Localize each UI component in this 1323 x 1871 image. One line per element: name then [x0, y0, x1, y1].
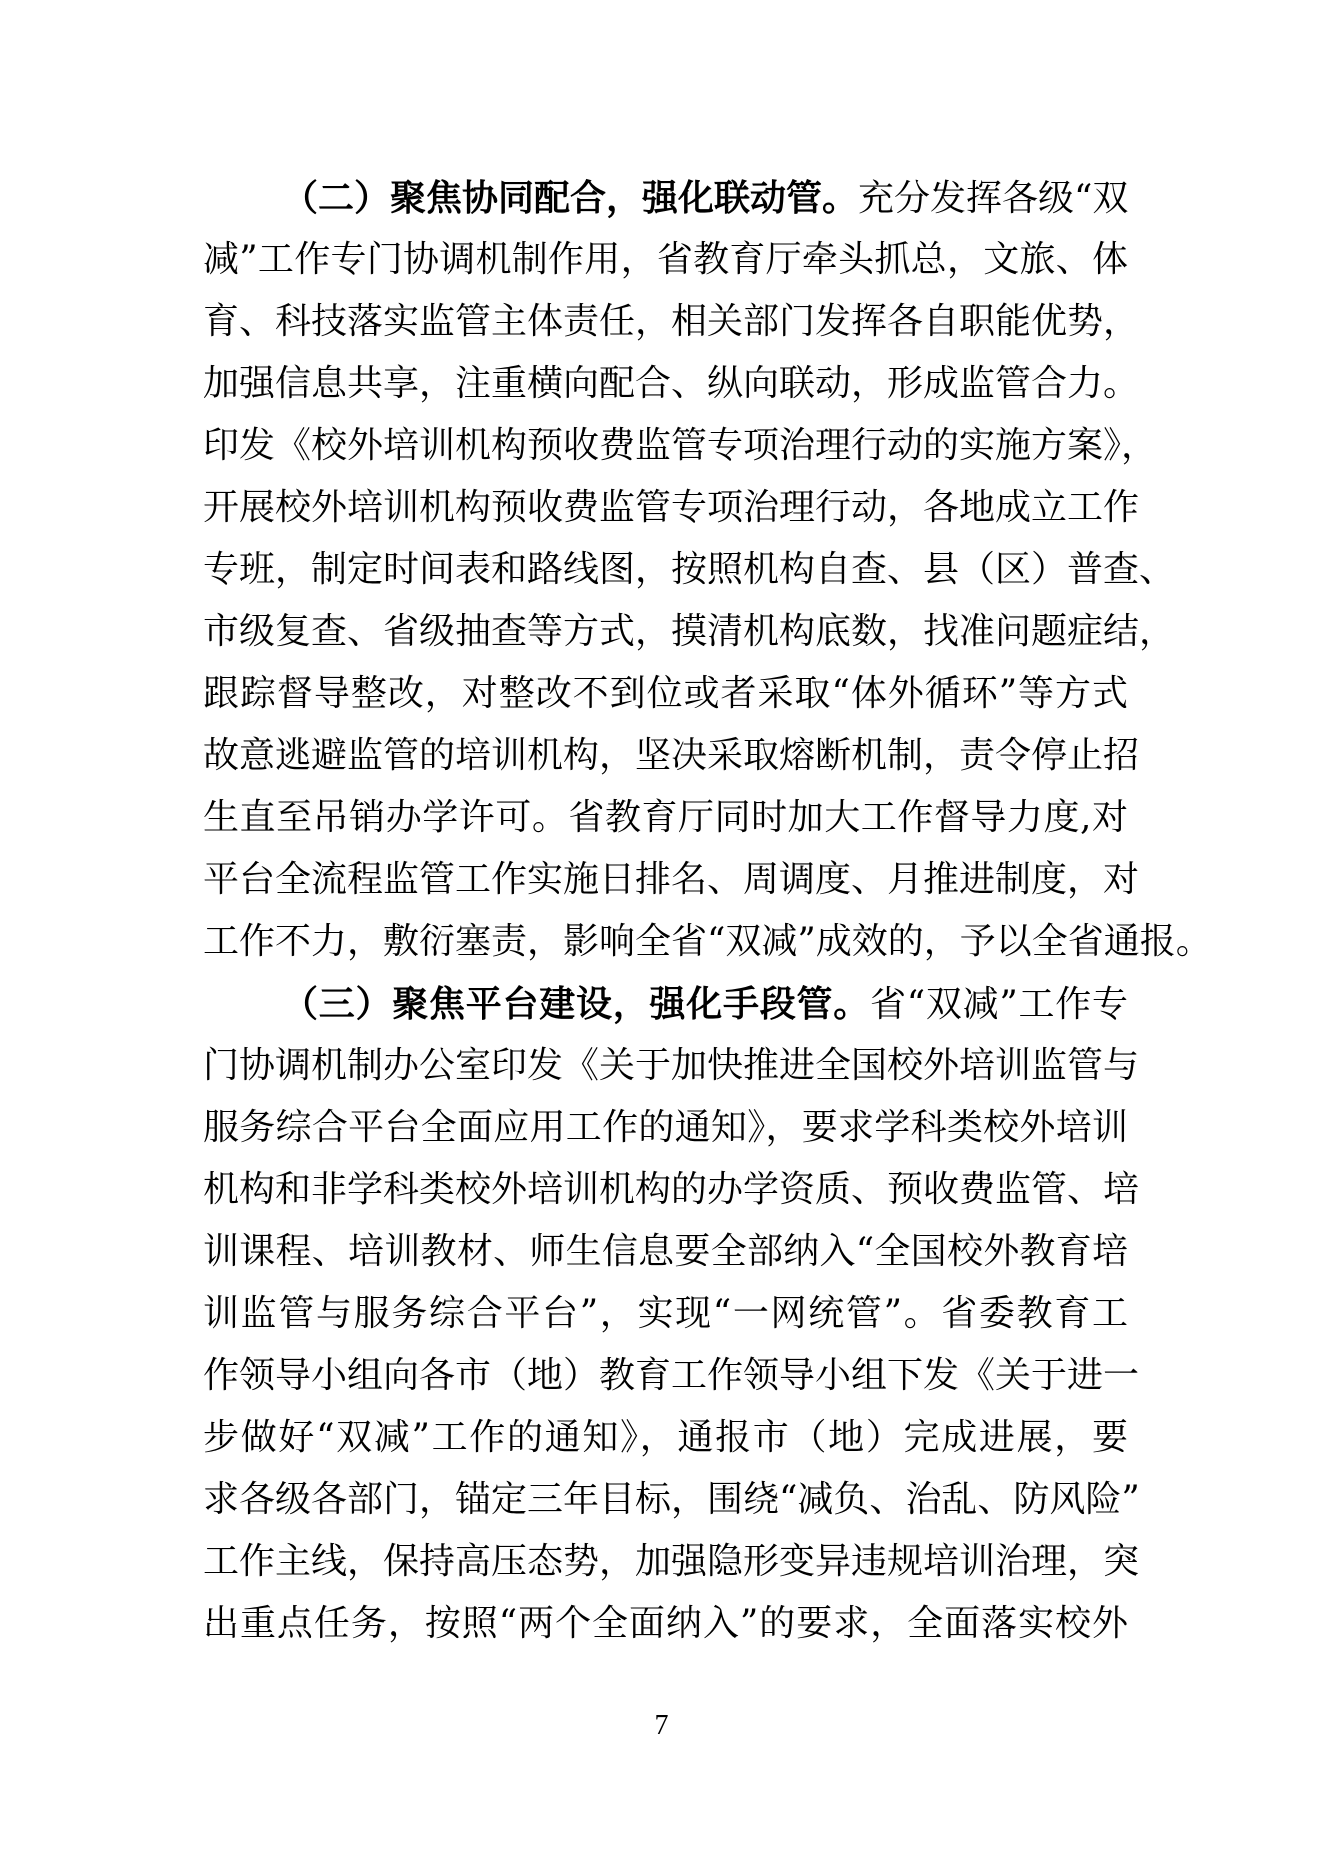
paragraph-section3-line-1 [282, 973, 1128, 1035]
section3-intro: 省“双减”工作专 [869, 984, 1128, 1025]
page-number: 7 [654, 1710, 669, 1741]
paragraph-line: 机构和非学科类校外培训机构的办学资质、预收费监管、培 [203, 1169, 1140, 1210]
paragraph-line: 训监管与服务综合平台”，实现“一网统管”。省委教育工 [203, 1293, 1128, 1334]
paragraph-line: 印发《校外培训机构预收费监管专项治理行动的实施方案》， [203, 425, 1158, 466]
paragraph-line: 市级复查、省级抽查等方式，摸清机构底数，找准问题症结， [203, 611, 1176, 652]
paragraph-line: 作领导小组向各市（地）教育工作领导小组下发《关于进一 [203, 1355, 1140, 1396]
paragraph-line: 生直至吊销办学许可。省教育厅同时加大工作督导力度,对 [203, 797, 1128, 838]
paragraph-line: 减”工作专门协调机制作用，省教育厅牵头抓总，文旅、体 [203, 239, 1128, 280]
section3-heading: （三）聚焦平台建设，强化手段管。 [282, 983, 870, 1025]
paragraph-line: 步做好“双减”工作的通知》，通报市（地）完成进展，要 [203, 1417, 1128, 1458]
paragraph-line: 求各级各部门，锚定三年目标，围绕“减负、治乱、防风险” [203, 1479, 1140, 1520]
section2-intro: 充分发挥各级“双 [858, 178, 1129, 219]
paragraph-line: 训课程、培训教材、师生信息要全部纳入“全国校外教育培 [203, 1231, 1128, 1272]
paragraph-line: 出重点任务，按照“两个全面纳入”的要求，全面落实校外 [203, 1603, 1128, 1644]
paragraph-line: 故意逃避监管的培训机构，坚决采取熔断机制，责令停止招 [203, 735, 1140, 776]
paragraph-line: 专班，制定时间表和路线图，按照机构自查、县（区）普查、 [203, 549, 1176, 590]
section2-heading: （二）聚焦协同配合，强化联动管。 [282, 177, 859, 219]
paragraph-line: 开展校外培训机构预收费监管专项治理行动，各地成立工作 [203, 487, 1140, 528]
paragraph-line: 育、科技落实监管主体责任，相关部门发挥各自职能优势， [203, 301, 1140, 342]
paragraph-line: 工作主线，保持高压态势，加强隐形变异违规培训治理，突 [203, 1541, 1140, 1582]
paragraph-line: 加强信息共享，注重横向配合、纵向联动，形成监管合力。 [203, 363, 1140, 404]
paragraph-line: 门协调机制办公室印发《关于加快推进全国校外培训监管与 [203, 1045, 1140, 1086]
paragraph-line: 平台全流程监管工作实施日排名、周调度、月推进制度，对 [203, 859, 1140, 900]
paragraph-section2-line-1 [282, 167, 1128, 229]
paragraph-line: 跟踪督导整改，对整改不到位或者采取“体外循环”等方式 [203, 673, 1128, 714]
paragraph-line: 服务综合平台全面应用工作的通知》，要求学科类校外培训 [203, 1107, 1128, 1148]
paragraph-line: 工作不力，敷衍塞责，影响全省“双减”成效的，予以全省通报。 [203, 921, 1212, 962]
